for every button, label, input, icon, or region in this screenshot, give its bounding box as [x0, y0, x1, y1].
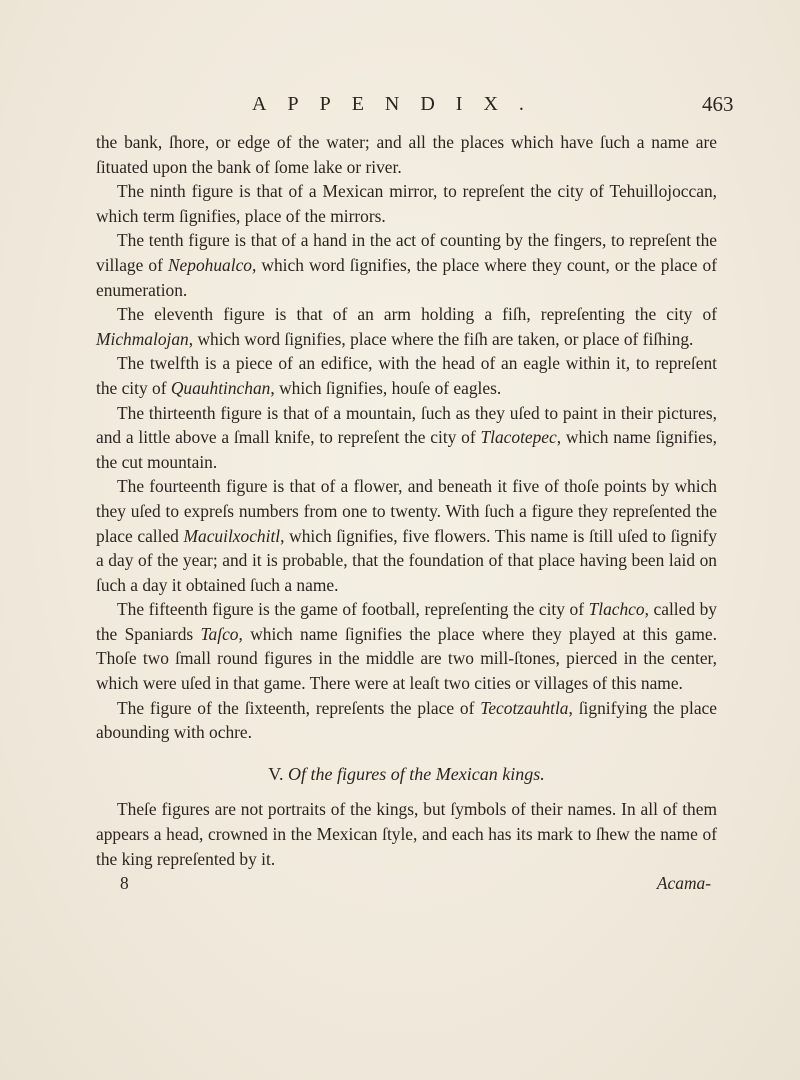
place-name: Tecotzauhtla [480, 697, 569, 718]
paragraph: The twelfth is a piece of an edifice, with the head of an eagle within it, to repreſent the city of Quauhtinchan, which ſignifies, houſe of eagles. [96, 353, 717, 398]
place-name: Quauhtinchan [170, 377, 271, 398]
catchword: Acama- [656, 873, 711, 894]
paragraph: The tenth figure is that of a hand in the act of counting by the fingers, to repreſent the village of Nepohualco, which word ſignifies, the place where they count, or the place of enumeration. [96, 230, 717, 300]
paragraph: Theſe figures are not portraits of the kings, but ſymbols of their names. In all of them appears a head, crowned in the Mexican ſtyle, and each has its mark to ſhew the name of the king repreſented by it. [96, 799, 717, 869]
place-name: Michmalojan [96, 328, 189, 349]
place-name: Tlacotepec [480, 427, 557, 448]
paragraph: the bank, ſhore, or edge of the water; and all the places which have ſuch a name are ſituated upon the bank of ſome lake or river. [96, 132, 717, 177]
place-name: Macuilxochitl [183, 525, 281, 546]
page-footer [96, 871, 717, 896]
paragraph: The thirteenth figure is that of a mountain, ſuch as they uſed to paint in their pictures, and a little above a ſmall knife, to repreſent the city of Tlacotepec, which name ſignifies, the cut mountain. [96, 402, 717, 472]
place-name: Taſco [200, 623, 239, 644]
signature-mark: 8 [120, 873, 129, 894]
place-name: Nepohualco [167, 254, 252, 275]
paragraph: The fifteenth figure is the game of football, repreſenting the city of Tlachco, called by the Spaniards Taſco, which name ſignifies the place where they played at this game. Thoſe two ſmall round figures in the middle are two mill-ſtones, pierced in the center, which were uſed in that game. There were at leaſt two cities or villages of this name. [96, 599, 717, 694]
section-heading: V. Of the figures of the Mexican kings. [268, 763, 545, 784]
page-number: 463 [702, 92, 734, 116]
paragraph: The fourteenth figure is that of a flower, and beneath it five of thoſe points by which they uſed to expreſs numbers from one to twenty. With ſuch a figure they repreſented the place called Macuilxochitl, which ſignifies, five flowers. This name is ſtill uſed to ſignify a day of the year; and it is probable, that the foundation of that place having been laid on ſuch a day it obtained ſuch a name. [96, 476, 717, 595]
place-name: Tlachco [588, 599, 645, 620]
body-text [96, 130, 717, 896]
paragraph: The figure of the ſixteenth, repreſents the place of Tecotzauhtla, ſignifying the place abounding with ochre. [96, 697, 717, 743]
running-head: APPENDIX. [252, 93, 545, 115]
paragraph: The eleventh figure is that of an arm holding a fiſh, repreſenting the city of Michmalojan, which word ſignifies, place where the fiſh are taken, or place of fiſhing. [96, 304, 717, 349]
paragraph: The ninth figure is that of a Mexican mirror, to repreſent the city of Tehuillojoccan, which term ſignifies, place of the mirrors. [96, 181, 717, 226]
